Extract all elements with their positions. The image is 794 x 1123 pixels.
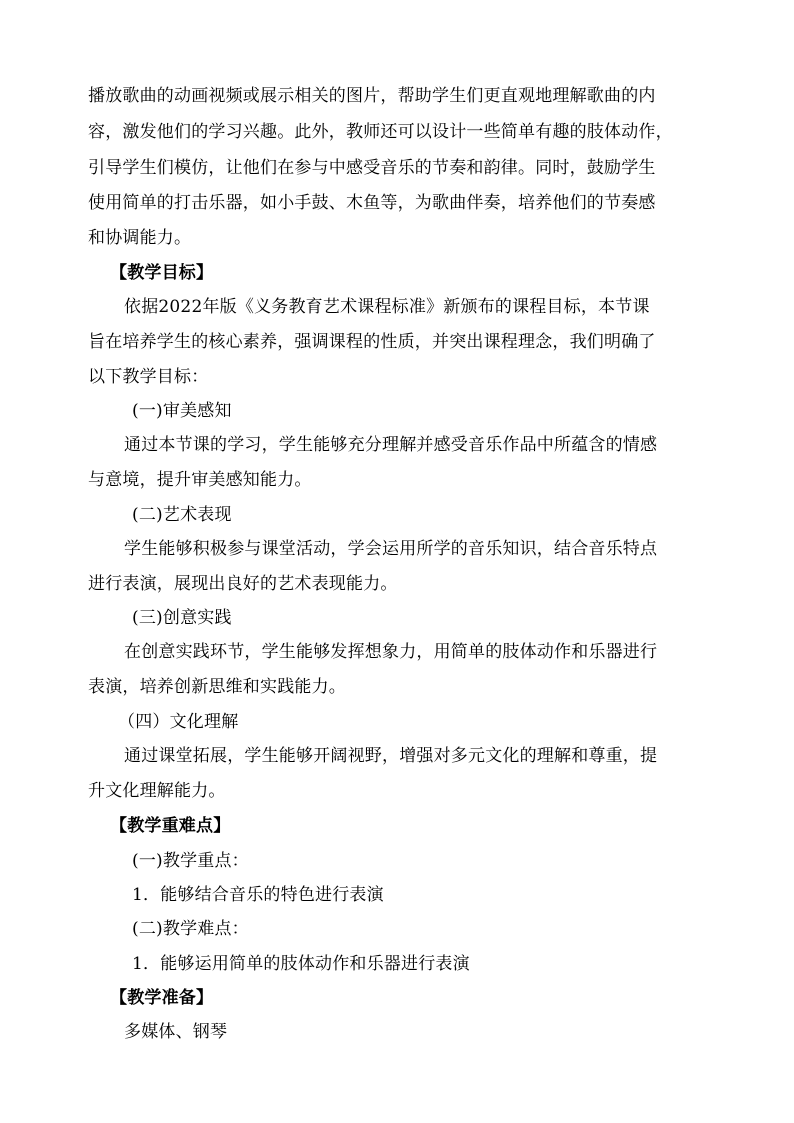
objective-2-line-1: 学生能够积极参与课堂活动，学会运用所学的音乐知识，结合音乐特点 bbox=[124, 539, 658, 559]
objective-3-line-2: 表演，培养创新思维和实践能力。 bbox=[88, 677, 346, 697]
intro-line-1: 播放歌曲的动画视频或展示相关的图片，帮助学生们更直观地理解歌曲的内 bbox=[88, 86, 656, 106]
objective-4-line-2: 升文化理解能力。 bbox=[88, 781, 226, 801]
intro-line-5: 和协调能力。 bbox=[88, 228, 192, 248]
objective-2-line-2: 进行表演，展现出良好的艺术表现能力。 bbox=[88, 574, 398, 594]
objective-1-line-2: 与意境，提升审美感知能力。 bbox=[88, 470, 312, 490]
preparation-heading: 【教学准备】 bbox=[110, 988, 214, 1008]
objective-4-title: （四）文化理解 bbox=[118, 712, 239, 732]
intro-line-3: 引导学生们模仿，让他们在参与中感受音乐的节奏和韵律。同时，鼓励学生 bbox=[88, 158, 656, 178]
intro-line-2: 容，激发他们的学习兴趣。此外，教师还可以设计一些简单有趣的肢体动作， bbox=[88, 122, 673, 142]
objective-1-line-1: 通过本节课的学习，学生能够充分理解并感受音乐作品中所蕴含的情感 bbox=[124, 435, 658, 455]
focus-item: 1．能够结合音乐的特色进行表演 bbox=[132, 885, 384, 905]
objective-3-title: (三)创意实践 bbox=[132, 608, 232, 628]
objective-4-line-1: 通过课堂拓展，学生能够开阔视野，增强对多元文化的理解和尊重，提 bbox=[124, 746, 658, 766]
intro-line-4: 使用简单的打击乐器，如小手鼓、木鱼等，为歌曲伴奏，培养他们的节奏感 bbox=[88, 193, 656, 213]
key-points-heading: 【教学重难点】 bbox=[110, 816, 231, 836]
objectives-intro-line-2: 旨在培养学生的核心素养，强调课程的性质，并突出课程理念，我们明确了 bbox=[88, 332, 656, 352]
focus-title: (一)教学重点： bbox=[132, 851, 249, 871]
objective-1-title: (一)审美感知 bbox=[132, 401, 232, 421]
objectives-intro-line-3: 以下教学目标： bbox=[88, 367, 209, 387]
difficulty-item: 1．能够运用简单的肢体动作和乐器进行表演 bbox=[132, 954, 470, 974]
difficulty-title: (二)教学难点： bbox=[132, 919, 249, 939]
objectives-intro-line-1: 依据2022年版《义务教育艺术课程标准》新颁布的课程目标，本节课 bbox=[124, 297, 650, 317]
objective-3-line-1: 在创意实践环节，学生能够发挥想象力，用简单的肢体动作和乐器进行 bbox=[124, 642, 658, 662]
objectives-heading: 【教学目标】 bbox=[110, 263, 214, 283]
objective-2-title: (二)艺术表现 bbox=[132, 505, 232, 525]
preparation-content: 多媒体、钢琴 bbox=[124, 1022, 228, 1042]
